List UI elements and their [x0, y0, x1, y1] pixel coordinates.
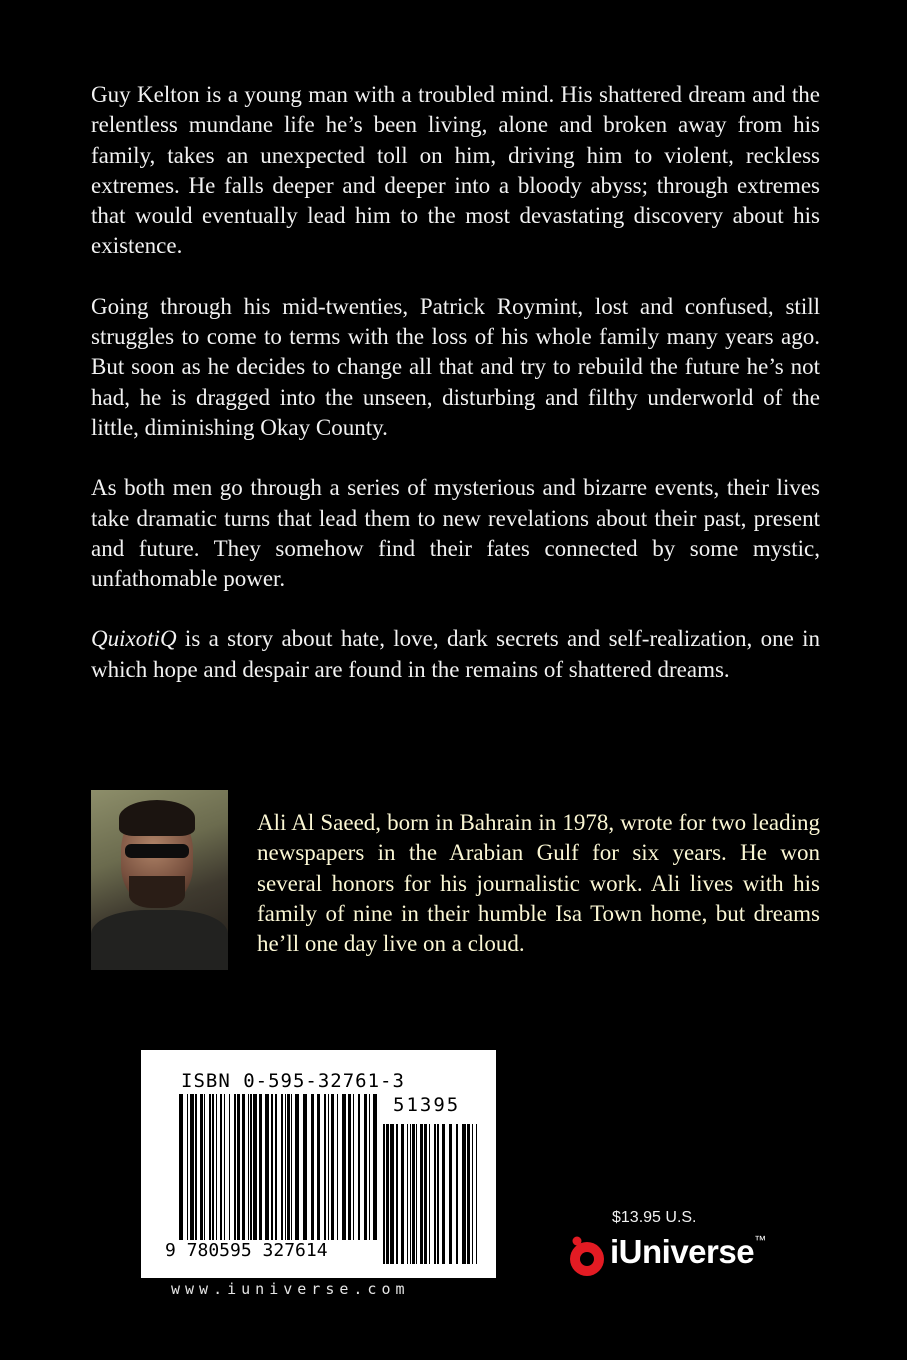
blurb-paragraph-4 — [91, 624, 820, 685]
barcode-bar — [420, 1124, 423, 1264]
addon-digits: 51395 — [393, 1094, 461, 1116]
barcode-bar — [195, 1094, 197, 1240]
barcode-bar — [467, 1124, 470, 1264]
barcode-bar — [331, 1094, 334, 1240]
iuniverse-logo — [566, 1233, 786, 1281]
barcode-bar — [429, 1124, 430, 1264]
barcode-bar — [234, 1094, 236, 1240]
barcode-bar — [390, 1124, 394, 1264]
barcode-bar — [462, 1124, 466, 1264]
ean-barcode-bars — [179, 1094, 379, 1240]
price: $13.95 U.S. — [612, 1209, 697, 1226]
barcode-bar — [187, 1094, 188, 1240]
barcode-bar — [259, 1094, 262, 1240]
barcode — [141, 1050, 496, 1278]
barcode-bar — [412, 1124, 415, 1264]
barcode-bar — [383, 1124, 385, 1264]
barcode-bar — [369, 1094, 370, 1240]
barcode-bar — [434, 1124, 436, 1264]
barcode-bar — [424, 1124, 427, 1264]
barcode-bar — [437, 1124, 439, 1264]
barcode-bar — [295, 1094, 299, 1240]
barcode-bar — [386, 1124, 389, 1264]
barcode-bar — [324, 1094, 326, 1240]
barcode-bar — [216, 1094, 217, 1240]
book-title: QuixotiQ — [91, 626, 177, 652]
ean-digits: 9 780595 327614 — [165, 1240, 328, 1261]
barcode-bar — [396, 1124, 398, 1264]
barcode-bar — [271, 1094, 273, 1240]
barcode-bar — [179, 1094, 183, 1240]
barcode-bar — [237, 1094, 240, 1240]
barcode-bar — [275, 1094, 277, 1240]
author-bio: Ali Al Saeed, born in Bahrain in 1978, wrote for two leading newspapers in the Arabian Gulf for six years. He won several honors for his journalistic work. Ali lives with his family of nine in their humble Isa Town home, but dreams he’ll one day live on a cloud. — [257, 810, 820, 957]
blurb-paragraph-1: Guy Kelton is a young man with a troubled mind. His shattered dream and the relentless mundane life he’s been living, alone and broken away from his family, takes an unexpected toll on him, driving him to violent, reckless extremes. He falls deeper and deeper into a bloody abyss; through extremes that would eventually lead him to the most devastating discovery about his existence. — [91, 82, 820, 259]
barcode-bar — [281, 1094, 283, 1240]
barcode-bar — [229, 1094, 230, 1240]
barcode-bar — [353, 1094, 354, 1240]
barcode-bar — [358, 1094, 360, 1240]
barcode-bar — [285, 1094, 286, 1240]
barcode-bar — [224, 1094, 225, 1240]
barcode-bar — [212, 1094, 214, 1240]
barcode-bar — [337, 1094, 338, 1240]
barcode-bar — [253, 1094, 257, 1240]
barcode-bar — [209, 1094, 211, 1240]
barcode-bar — [407, 1124, 408, 1264]
blurb-paragraph-4-text: is a story about hate, love, dark secrets and self-realization, one in which hope and despair are found in the remains of shattered dreams. — [91, 626, 820, 682]
barcode-bar — [342, 1094, 346, 1240]
isbn-label: ISBN 0-595-32761-3 — [181, 1070, 405, 1092]
iuniverse-logo-icon — [566, 1235, 606, 1279]
barcode-bar — [472, 1124, 473, 1264]
barcode-bar — [311, 1094, 314, 1240]
barcode-bar — [456, 1124, 458, 1264]
barcode-bar — [250, 1094, 252, 1240]
barcode-bar — [416, 1124, 417, 1264]
publisher-url: www.iuniverse.com — [171, 1280, 410, 1298]
iuniverse-wordmark: iUniverse™ — [610, 1233, 766, 1270]
barcode-bar — [373, 1094, 377, 1240]
barcode-bar — [190, 1094, 194, 1240]
barcode-bar — [328, 1094, 329, 1240]
barcode-bar — [442, 1124, 445, 1264]
addon-barcode-bars — [383, 1124, 479, 1264]
barcode-bar — [200, 1094, 203, 1240]
barcode-bar — [265, 1094, 269, 1240]
barcode-bar — [449, 1124, 452, 1264]
blurb-paragraph-2: Going through his mid-twenties, Patrick Roymint, lost and confused, still struggles to come to terms with the loss of his whole family many years ago. But soon as he decides to change all that and try to rebuild the future he’s not had, he is dragged into the unseen, disturbing and filthy underworld of the little, diminishing Okay County. — [91, 293, 820, 440]
barcode-bar — [410, 1124, 411, 1264]
barcode-bar — [401, 1124, 404, 1264]
barcode-bar — [220, 1094, 222, 1240]
barcode-bar — [291, 1094, 292, 1240]
barcode-bar — [248, 1094, 249, 1240]
author-photo — [91, 790, 228, 970]
barcode-bar — [364, 1094, 367, 1240]
barcode-bar — [242, 1094, 245, 1240]
blurb — [91, 80, 820, 715]
barcode-bar — [204, 1094, 205, 1240]
barcode-bar — [287, 1094, 290, 1240]
barcode-bar — [348, 1094, 351, 1240]
barcode-bar — [476, 1124, 477, 1264]
barcode-bar — [317, 1094, 320, 1240]
blurb-paragraph-3: As both men go through a series of mysterious and bizarre events, their lives take dramatic turns that lead them to new revelations about their past, present and future. They somehow find their fates connected by some mystic, unfathomable power. — [91, 475, 820, 592]
barcode-bar — [303, 1094, 307, 1240]
